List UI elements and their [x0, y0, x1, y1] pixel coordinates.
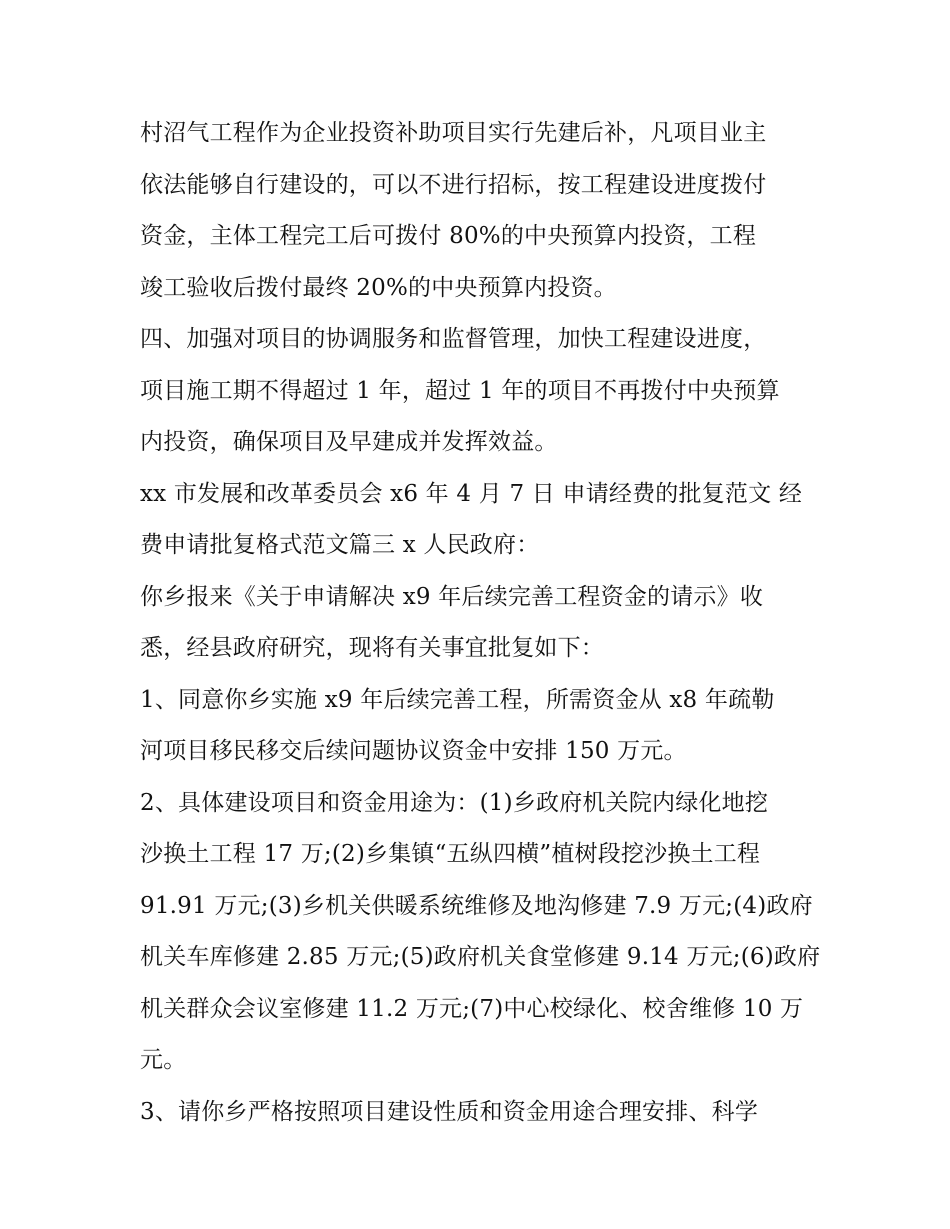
text-line: 内投资，确保项目及早建成并发挥效益。	[140, 429, 558, 455]
text-line: 资金，主体工程完工后可拨付 80%的中央预算内投资，工程	[140, 223, 757, 249]
text-line: 河项目移民移交后续问题协议资金中安排 150 万元。	[140, 738, 687, 764]
text-line: xx 市发展和改革委员会 x6 年 4 月 7 日 申请经费的批复范文 经	[140, 480, 803, 507]
text-line: 竣工验收后拨付最终 20%的中央预算内投资。	[140, 274, 617, 301]
text-line: 3、请你乡严格按照项目建设性质和资金用途合理安排、科学	[140, 1098, 759, 1125]
text-line: 你乡报来《关于申请解决 x9 年后续完善工程资金的请示》收	[140, 583, 764, 610]
text-line: 四、加强对项目的协调服务和监督管理，加快工程建设进度，	[140, 326, 767, 352]
text-line: 悉，经县政府研究，现将有关事宜批复如下：	[140, 635, 604, 661]
text-line: 机关群众会议室修建 11.2 万元;(7)中心校绿化、校舍维修 10 万	[140, 995, 804, 1022]
text-line: 1、同意你乡实施 x9 年后续完善工程，所需资金从 x8 年疏勒	[140, 686, 775, 713]
text-line: 村沼气工程作为企业投资补助项目实行先建后补，凡项目业主	[140, 120, 767, 146]
text-line: 91.91 万元;(3)乡机关供暖系统维修及地沟修建 7.9 万元;(4)政府	[140, 892, 813, 919]
text-line: 费申请批复格式范文篇三 x 人民政府：	[140, 532, 540, 558]
text-line: 元。	[140, 1047, 187, 1073]
text-line: 沙换土工程 17 万;(2)乡集镇“五纵四横”植树段挖沙换土工程	[140, 841, 761, 867]
document-body	[140, 108, 830, 1138]
text-line: 依法能够自行建设的，可以不进行招标，按工程建设进度拨付	[140, 171, 767, 198]
text-line: 项目施工期不得超过 1 年，超过 1 年的项目不再拨付中央预算	[140, 377, 780, 404]
text-line: 机关车库修建 2.85 万元;(5)政府机关食堂修建 9.14 万元;(6)政府	[140, 944, 821, 970]
text-line: 2、具体建设项目和资金用途为：(1)乡政府机关院内绿化地挖	[140, 789, 769, 816]
